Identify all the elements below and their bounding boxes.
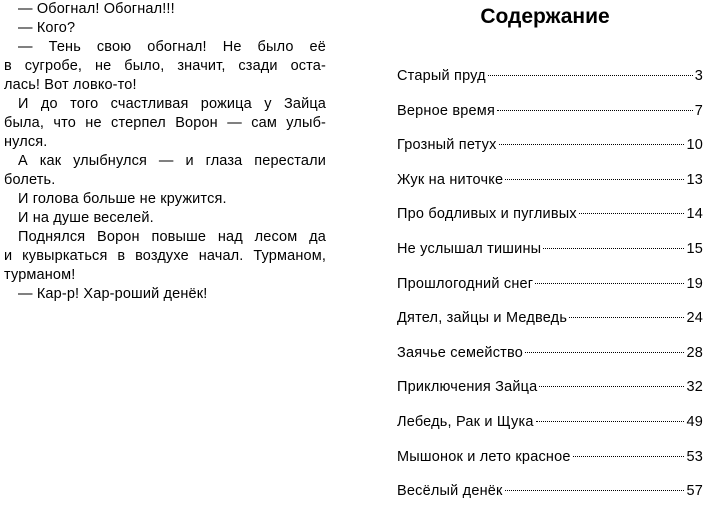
toc-leader	[543, 248, 684, 249]
toc-entry[interactable]	[397, 377, 703, 412]
toc-entry[interactable]	[397, 481, 703, 516]
story-page	[0, 0, 330, 496]
toc-entry-title: Верное время	[397, 102, 496, 119]
toc-entry[interactable]	[397, 204, 703, 239]
toc-entry-page: 53	[686, 448, 703, 465]
story-line: — Обогнал! Обогнал!!!	[18, 1, 175, 17]
toc-leader	[505, 179, 684, 180]
toc-entry-page: 28	[686, 344, 703, 361]
story-line: И до того счастливая рожица у Зайца	[18, 96, 326, 112]
toc-leader	[539, 386, 684, 387]
toc-entry-title: Мышонок и лето красное	[397, 448, 571, 465]
toc-leader	[505, 490, 685, 491]
toc-leader	[569, 317, 684, 318]
story-line: в сугробе, не было, значит, сзади оста-	[4, 58, 326, 74]
toc-entry-page: 57	[686, 483, 703, 500]
toc-entry[interactable]	[397, 343, 703, 378]
toc-entry[interactable]	[397, 66, 703, 101]
toc-entry-title: Прошлогодний снег	[397, 275, 534, 292]
toc-leader	[488, 75, 693, 76]
story-line: была, что не стерпел Ворон — сам улыб-	[4, 115, 326, 131]
toc-entry-page: 19	[686, 275, 703, 292]
story-line: нулся.	[4, 134, 48, 150]
story-line: — Тень свою обогнал! Не было её	[18, 39, 326, 55]
toc-entry-page: 10	[686, 137, 703, 154]
toc-entry[interactable]	[397, 170, 703, 205]
toc-entry-page: 7	[694, 102, 703, 119]
toc-entry-title: Не услышал тишины	[397, 240, 542, 257]
story-line: болеть.	[4, 172, 56, 188]
toc-leader	[499, 144, 685, 145]
toc-leader	[573, 456, 685, 457]
story-line: и кувыркаться в воздухе начал. Турманом,	[4, 248, 326, 264]
toc-entry-title: Дятел, зайцы и Медведь	[397, 310, 568, 327]
toc-leader	[536, 421, 685, 422]
toc-entry[interactable]	[397, 274, 703, 309]
toc-entry-title: Старый пруд	[397, 68, 486, 84]
toc-entry[interactable]	[397, 447, 703, 482]
toc-leader	[535, 283, 684, 284]
story-line: А как улыбнулся — и глаза перестали	[18, 153, 326, 169]
story-line: — Кар-р! Хар-роший денёк!	[18, 286, 208, 302]
toc-entry-page: 14	[686, 206, 703, 223]
toc-entry-page: 3	[694, 68, 703, 84]
toc-entry-title: Жук на ниточке	[397, 171, 504, 188]
story-line: И голова больше не кружится.	[18, 191, 227, 207]
toc-entry[interactable]	[397, 101, 703, 136]
toc-entry[interactable]	[397, 308, 703, 343]
toc-entry-title: Про бодливых и пугливых	[397, 206, 577, 223]
story-line: Поднялся Ворон повыше над лесом да	[18, 229, 326, 245]
toc-entry[interactable]	[397, 239, 703, 274]
toc-entry-title: Заячье семейство	[397, 344, 524, 361]
toc-page	[386, 0, 704, 500]
toc-leader	[579, 213, 685, 214]
toc-list	[397, 66, 703, 516]
toc-entry[interactable]	[397, 412, 703, 447]
toc-entry-page: 15	[686, 240, 703, 257]
toc-leader	[525, 352, 684, 353]
story-line: — Кого?	[18, 20, 76, 36]
toc-entry-page: 32	[686, 379, 703, 396]
toc-entry-title: Приключения Зайца	[397, 379, 538, 396]
toc-entry-title: Лебедь, Рак и Щука	[397, 413, 534, 430]
story-line: лась! Вот ловко-то!	[4, 77, 137, 93]
toc-entry-title: Весёлый денёк	[397, 483, 503, 500]
toc-title: Содержание	[480, 5, 610, 28]
story-line: турманом!	[4, 267, 76, 283]
toc-entry-page: 24	[686, 310, 703, 327]
toc-entry-title: Грозный петух	[397, 137, 497, 154]
toc-leader	[497, 110, 693, 111]
toc-entry-page: 49	[686, 413, 703, 430]
toc-entry-page: 13	[686, 171, 703, 188]
story-line: И на душе веселей.	[18, 210, 154, 226]
toc-entry[interactable]	[397, 135, 703, 170]
